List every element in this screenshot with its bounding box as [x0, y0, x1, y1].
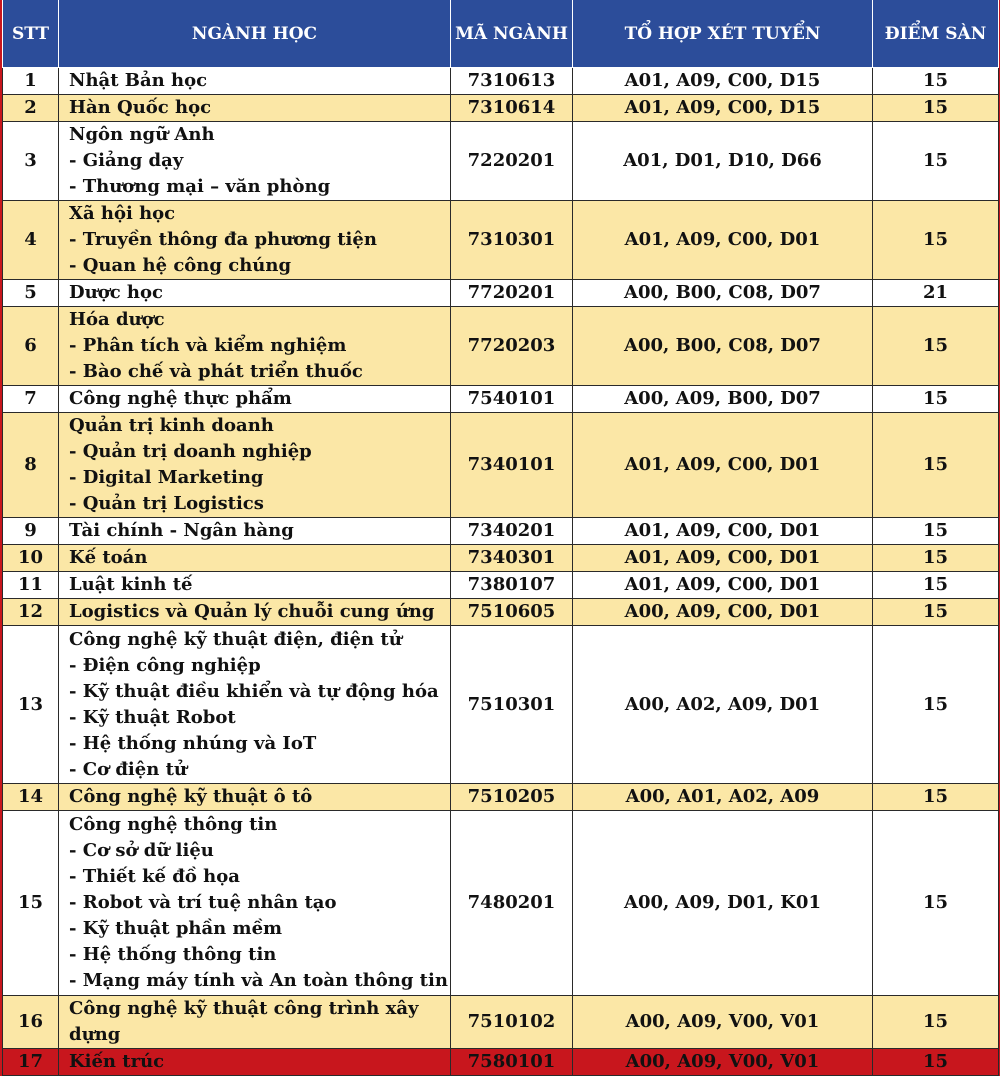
table-row [3, 545, 999, 572]
table-row [3, 996, 999, 1049]
cell-to-hop: A00, A09, C00, D01 [573, 599, 873, 626]
cell-ma-nganh: 7380107 [451, 572, 573, 599]
cell-nganh-hoc [59, 95, 451, 122]
cell-stt: 8 [3, 413, 59, 518]
cell-diem-san: 15 [873, 518, 999, 545]
program-name: Luật kinh tế [69, 574, 193, 595]
cell-stt: 17 [3, 1049, 59, 1076]
table-row [3, 518, 999, 545]
program-name: Kiến trúc [69, 1051, 165, 1072]
table-row [3, 386, 999, 413]
cell-diem-san: 15 [873, 95, 999, 122]
cell-stt: 3 [3, 122, 59, 201]
cell-stt: 10 [3, 545, 59, 572]
cell-ma-nganh: 7580101 [451, 1049, 573, 1076]
header-nganh-hoc: NGÀNH HỌC [59, 0, 451, 68]
cell-ma-nganh: 7340301 [451, 545, 573, 572]
cell-diem-san: 15 [873, 599, 999, 626]
table-row [3, 68, 999, 95]
cell-to-hop: A00, A09, V00, V01 [573, 996, 873, 1049]
specialization-item: - Phân tích và kiểm nghiệm [69, 335, 347, 356]
program-name: Dược học [69, 282, 163, 303]
cell-stt: 7 [3, 386, 59, 413]
cell-stt: 14 [3, 784, 59, 811]
program-name: Công nghệ thực phẩm [69, 388, 292, 409]
specialization-item: - Cơ điện tử [69, 758, 187, 780]
specialization-item: - Điện công nghiệp [69, 654, 261, 676]
program-name: Công nghệ thông tin [69, 814, 278, 835]
cell-nganh-hoc [59, 307, 451, 386]
cell-diem-san: 15 [873, 413, 999, 518]
table-header-row [3, 0, 999, 68]
table-row [3, 572, 999, 599]
cell-to-hop: A00, A01, A02, A09 [573, 784, 873, 811]
specialization-item: - Hệ thống thông tin [69, 944, 277, 965]
cell-nganh-hoc [59, 599, 451, 626]
specialization-item: - Thương mại – văn phòng [69, 176, 331, 197]
cell-ma-nganh: 7480201 [451, 811, 573, 996]
program-name: Hóa dược [69, 309, 165, 330]
cell-ma-nganh: 7310614 [451, 95, 573, 122]
cell-diem-san: 15 [873, 545, 999, 572]
cell-to-hop: A01, A09, C00, D01 [573, 518, 873, 545]
table-body [3, 68, 999, 1076]
cell-diem-san: 15 [873, 996, 999, 1049]
cell-diem-san: 15 [873, 386, 999, 413]
cell-ma-nganh: 7310301 [451, 201, 573, 280]
cell-diem-san: 15 [873, 572, 999, 599]
specialization-item: - Digital Marketing [69, 467, 264, 488]
table-row [3, 811, 999, 996]
cell-diem-san: 15 [873, 201, 999, 280]
program-name: Hàn Quốc học [69, 97, 212, 118]
specialization-item: - Truyền thông đa phương tiện [69, 229, 377, 250]
cell-ma-nganh: 7510102 [451, 996, 573, 1049]
cell-to-hop: A00, A09, D01, K01 [573, 811, 873, 996]
table-row [3, 201, 999, 280]
cell-stt: 16 [3, 996, 59, 1049]
program-name: Quản trị kinh doanh [69, 415, 274, 436]
specialization-item: - Giảng dạy [69, 150, 184, 171]
cell-ma-nganh: 7510301 [451, 626, 573, 784]
program-name: Logistics và Quản lý chuỗi cung ứng [69, 601, 435, 622]
table-row [3, 413, 999, 518]
header-ma-nganh: MÃ NGÀNH [451, 0, 573, 68]
cell-to-hop: A01, A09, C00, D15 [573, 95, 873, 122]
cell-stt: 4 [3, 201, 59, 280]
header-to-hop: TỔ HỢP XÉT TUYỂN [573, 0, 873, 68]
program-name: Tài chính - Ngân hàng [69, 520, 294, 541]
cell-ma-nganh: 7510605 [451, 599, 573, 626]
cell-stt: 15 [3, 811, 59, 996]
program-name: Nhật Bản học [69, 70, 208, 91]
cell-diem-san: 15 [873, 122, 999, 201]
cell-stt: 11 [3, 572, 59, 599]
program-name: Công nghệ kỹ thuật ô tô [69, 786, 313, 807]
program-name: Công nghệ kỹ thuật điện, điện tử [69, 628, 402, 650]
cell-ma-nganh: 7510205 [451, 784, 573, 811]
specialization-item: - Cơ sở dữ liệu [69, 840, 214, 861]
specialization-item: - Thiết kế đồ họa [69, 866, 240, 887]
cell-nganh-hoc [59, 784, 451, 811]
cell-to-hop: A01, A09, C00, D01 [573, 572, 873, 599]
cell-to-hop: A01, A09, C00, D01 [573, 413, 873, 518]
table-row [3, 599, 999, 626]
program-name: Ngôn ngữ Anh [69, 124, 215, 145]
cell-diem-san: 15 [873, 68, 999, 95]
table-row [3, 307, 999, 386]
cell-nganh-hoc [59, 201, 451, 280]
cell-stt: 12 [3, 599, 59, 626]
table-row [3, 1049, 999, 1076]
cell-stt: 5 [3, 280, 59, 307]
cell-nganh-hoc [59, 68, 451, 95]
cell-ma-nganh: 7220201 [451, 122, 573, 201]
specialization-item: - Quan hệ công chúng [69, 255, 292, 276]
admission-table-frame [2, 0, 998, 1072]
specialization-item: - Quản trị Logistics [69, 493, 264, 514]
cell-diem-san: 15 [873, 811, 999, 996]
cell-nganh-hoc [59, 413, 451, 518]
cell-nganh-hoc [59, 811, 451, 996]
cell-to-hop: A00, B00, C08, D07 [573, 307, 873, 386]
specialization-item: - Robot và trí tuệ nhân tạo [69, 892, 337, 913]
cell-to-hop: A00, A09, B00, D07 [573, 386, 873, 413]
cell-nganh-hoc [59, 1049, 451, 1076]
cell-ma-nganh: 7720203 [451, 307, 573, 386]
specialization-item: - Kỹ thuật Robot [69, 706, 236, 728]
cell-to-hop: A00, B00, C08, D07 [573, 280, 873, 307]
header-diem-san: ĐIỂM SÀN [873, 0, 999, 68]
cell-diem-san: 15 [873, 626, 999, 784]
header-stt: STT [3, 0, 59, 68]
cell-to-hop: A01, A09, C00, D01 [573, 545, 873, 572]
cell-diem-san: 15 [873, 784, 999, 811]
table-row [3, 626, 999, 784]
specialization-item: - Mạng máy tính và An toàn thông tin [69, 970, 448, 991]
cell-to-hop: A01, A09, C00, D01 [573, 201, 873, 280]
cell-stt: 6 [3, 307, 59, 386]
cell-to-hop: A00, A02, A09, D01 [573, 626, 873, 784]
cell-diem-san: 21 [873, 280, 999, 307]
cell-to-hop: A00, A09, V00, V01 [573, 1049, 873, 1076]
cell-nganh-hoc [59, 626, 451, 784]
cell-ma-nganh: 7340201 [451, 518, 573, 545]
admission-table [2, 0, 999, 1076]
cell-ma-nganh: 7540101 [451, 386, 573, 413]
specialization-item: - Hệ thống nhúng và IoT [69, 732, 317, 754]
cell-stt: 9 [3, 518, 59, 545]
specialization-item: - Bào chế và phát triển thuốc [69, 361, 363, 382]
cell-diem-san: 15 [873, 307, 999, 386]
cell-nganh-hoc [59, 518, 451, 545]
cell-nganh-hoc [59, 122, 451, 201]
cell-diem-san: 15 [873, 1049, 999, 1076]
program-name: Xã hội học [69, 203, 176, 224]
table-row [3, 95, 999, 122]
cell-stt: 2 [3, 95, 59, 122]
program-name: Kế toán [69, 547, 148, 568]
cell-nganh-hoc [59, 572, 451, 599]
specialization-item: - Kỹ thuật điều khiển và tự động hóa [69, 680, 439, 702]
table-row [3, 122, 999, 201]
program-name: Công nghệ kỹ thuật công trình xây dựng [69, 998, 419, 1045]
specialization-item: - Quản trị doanh nghiệp [69, 441, 312, 462]
cell-stt: 1 [3, 68, 59, 95]
cell-nganh-hoc [59, 280, 451, 307]
cell-nganh-hoc [59, 996, 451, 1049]
cell-nganh-hoc [59, 386, 451, 413]
cell-to-hop: A01, A09, C00, D15 [573, 68, 873, 95]
table-row [3, 280, 999, 307]
cell-ma-nganh: 7340101 [451, 413, 573, 518]
table-row [3, 784, 999, 811]
cell-stt: 13 [3, 626, 59, 784]
cell-to-hop: A01, D01, D10, D66 [573, 122, 873, 201]
specialization-item: - Kỹ thuật phần mềm [69, 918, 283, 939]
cell-nganh-hoc [59, 545, 451, 572]
cell-ma-nganh: 7720201 [451, 280, 573, 307]
cell-ma-nganh: 7310613 [451, 68, 573, 95]
